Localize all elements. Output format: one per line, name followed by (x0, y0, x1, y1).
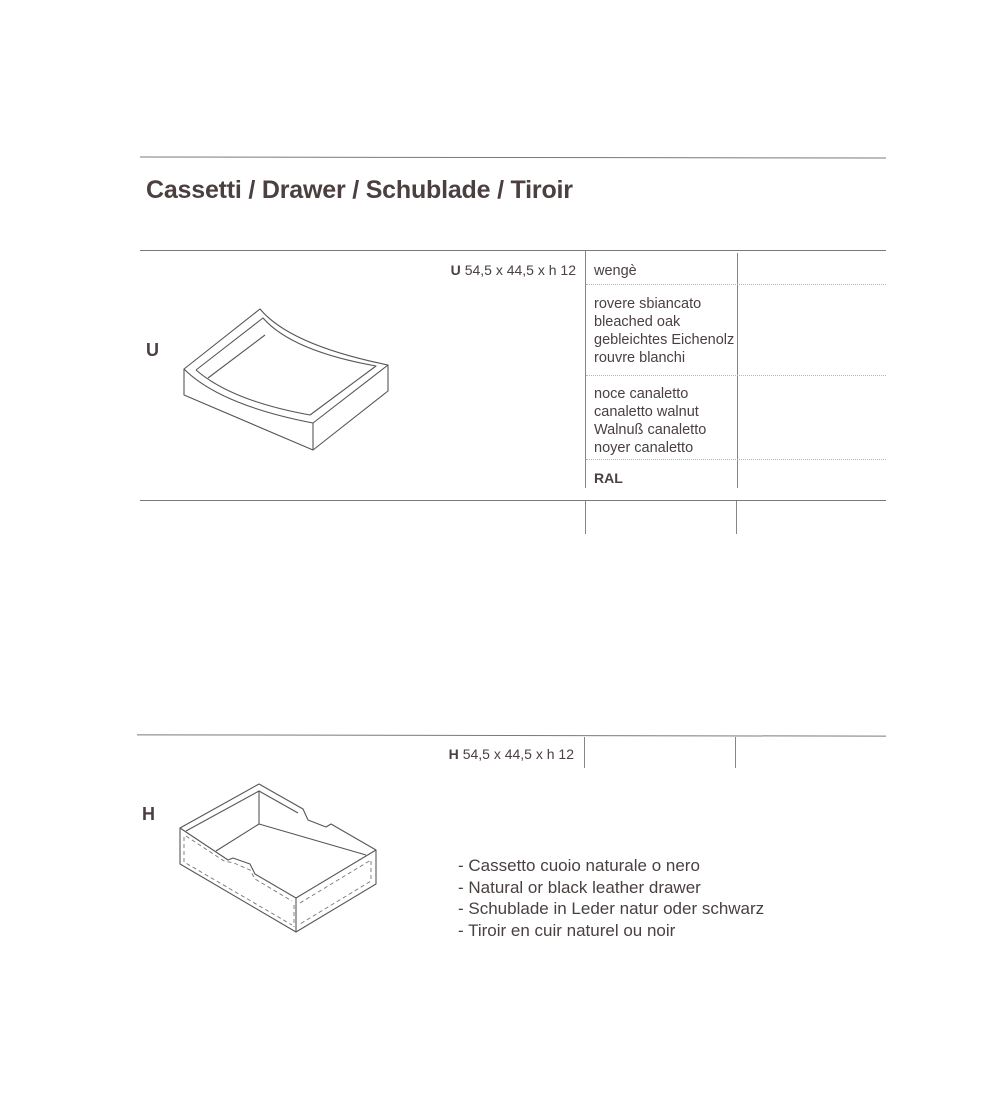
finish-separator-2 (586, 375, 886, 376)
finish-canaletto-walnut (594, 385, 706, 457)
finish-line: wengè (594, 263, 637, 279)
finish-line: rovere sbiancato (594, 296, 702, 312)
product-dims-h (449, 746, 574, 762)
finish-line: rouvre blanchi (594, 350, 686, 366)
product-description-h (458, 855, 764, 941)
empty-row-divider-1 (585, 501, 586, 534)
product-code-h: H (142, 804, 155, 824)
drawer-h-drawing (176, 782, 386, 942)
empty-row-divider-2 (736, 501, 737, 534)
section-h-divider-2 (735, 737, 736, 768)
finish-separator-1 (586, 284, 886, 285)
finish-line: canaletto walnut (594, 404, 699, 420)
finish-wenge (594, 262, 637, 280)
drawer-u-drawing (180, 305, 400, 455)
finish-line: gebleichtes Eichenolz (594, 332, 735, 348)
section-u-top-rule (140, 250, 886, 251)
dims-code-h: H (448, 746, 459, 762)
finish-line: bleached oak (594, 314, 681, 330)
product-dims-u (451, 262, 576, 278)
section-u-divider-1 (585, 251, 586, 488)
finish-separator-3 (586, 459, 886, 460)
dims-value-h: 54,5 x 44,5 x h 12 (462, 746, 574, 762)
top-rule (140, 156, 886, 158)
description-line: - Tiroir en cuir naturel ou noir (458, 920, 676, 940)
dims-value-u: 54,5 x 44,5 x h 12 (464, 262, 576, 278)
section-u-divider-2 (737, 253, 738, 488)
dims-code-u: U (450, 262, 461, 278)
description-line: - Schublade in Leder natur oder schwarz (458, 899, 765, 918)
finish-line: noce canaletto (594, 386, 689, 402)
section-u-bottom-rule (140, 500, 886, 501)
section-h-top-rule (137, 734, 886, 736)
finish-line: noyer canaletto (594, 440, 694, 456)
page-title: Cassetti / Drawer / Schublade / Tiroir (146, 176, 573, 204)
description-line: - Natural or black leather drawer (458, 877, 701, 897)
finish-ral: RAL (594, 470, 623, 486)
product-code-u: U (146, 340, 159, 360)
section-h-divider-1 (584, 737, 585, 768)
description-line: - Cassetto cuoio naturale o nero (458, 856, 700, 875)
finish-line: Walnuß canaletto (594, 422, 707, 438)
finish-bleached-oak (594, 295, 734, 367)
